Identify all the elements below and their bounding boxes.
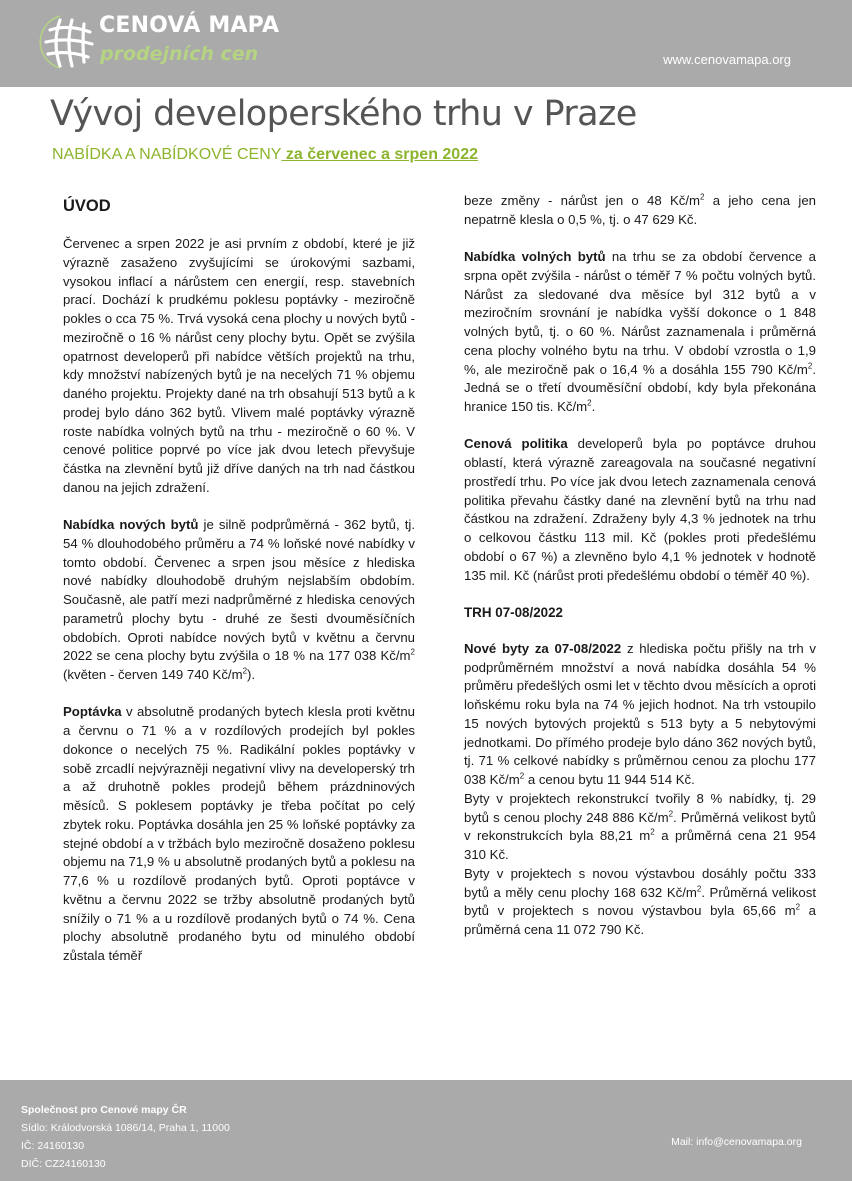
left-column bbox=[63, 195, 415, 966]
page-header bbox=[0, 0, 852, 87]
paragraph-text: beze změny - nárůst jen o 48 Kč/m bbox=[464, 193, 700, 208]
company-dic: DIČ: CZ24160130 bbox=[21, 1158, 106, 1170]
paragraph-text: a cenou bytu 11 944 514 Kč. bbox=[524, 772, 695, 787]
superscript: 2 bbox=[696, 884, 702, 894]
superscript: 2 bbox=[650, 827, 655, 837]
price-policy-paragraph bbox=[464, 435, 816, 585]
paragraph-text: na trhu se za období července a srpna opět zvýšila - nárůst o téměř 7 % počtu volných bytů. Nárůst za sledované dva měsíce byl 312 bytů a v meziročním srovnání je nabídka vyšší dokonce o 1 848 volných bytů, tj. o 60 %. Nárůst zaznamenala i průměrná cena plochy volného bytu na trhu. V období vzrostla o 1,9 %, ale meziročně pak o 16,4 % a dosáhla 155 790 Kč/m bbox=[464, 249, 816, 377]
intro-paragraph: Červenec a srpen 2022 je asi prvním z období, které je již výrazně zasaženo zvyšujícími se úrokovými sazbami, vysokou inflací a nárůstem cen energií, resp. stavebních prací. Dochází k prudkému poklesu poptávky - meziročně pokles o cca 75 %. Trvá vysoká cena plochy u nových bytů - meziročně o 16 % nárůst ceny plochy bytu. Opět se zvýšila opatrnost developerů při nabídce větších projektů na trhu, kdy množství nabízených bytů je na necelých 71 % objemu daného projektu. Projekty dané na trh obsahují 513 bytů a k prodej bylo dáno 362 bytů. Vlivem malé poptávky výrazně roste nabídka volných bytů na trhu - meziročně o 60 %. V cenové politice poprvé po více jak dvou letech převyšuje částka na zlevnění bytů již dříve daných na trh nad částkou danou na jejich zdražení. bbox=[63, 236, 415, 495]
paragraph-text: . Jedná se o třetí dvouměsíční období, kdy byla překonána hranice 150 tis. Kč/m bbox=[464, 361, 816, 414]
new-flats-paragraph bbox=[464, 640, 816, 790]
page-subtitle bbox=[52, 146, 478, 164]
paragraph-text: . bbox=[591, 399, 596, 414]
superscript: 2 bbox=[668, 809, 674, 819]
new-build-paragraph bbox=[464, 865, 816, 940]
new-offer-paragraph bbox=[63, 516, 415, 685]
company-address: Sídlo: Králodvorská 1086/14, Praha 1, 11000 bbox=[21, 1122, 230, 1134]
paragraph-text: ). bbox=[247, 667, 256, 682]
free-offer-paragraph bbox=[464, 248, 816, 417]
page-footer bbox=[0, 1080, 852, 1181]
superscript: 2 bbox=[410, 647, 415, 657]
paragraph-text: je silně podprůměrná - 362 bytů, tj. 54 % dlouhodobého průměru a 74 % loňské nové nabídky v tomto období. Červenec a srpen jsou měsíce z hlediska nové nabídky dlouhodobě druhým nejslabším obdobím. Současně, ale patří mezi nadprůměrné z hlediska cenových parametrů plochy bytu - druhé ze šesti dvouměsíčních obdobích. Oproti nabídce nových bytů v květnu a červnu 2022 se cena plochy bytu zvýšila o 18 % na 177 038 Kč/m bbox=[63, 517, 416, 664]
paragraph-text: z hlediska počtu přišly na trh v podprůměrném množství a nová nabídka dosáhla 54 % průměru předešlých osmi let v těchto dvou měsících a oproti loňskému roku byla na 74 % jejich hodnot. Na trh vstoupilo 15 nových bytových projektů s 513 byty a 5 nebytovými jednotkami. Do přímého prodeje bylo dáno 362 nových bytů, tj. 71 % celkové nabídky s průměrnou cenou za plochu 177 038 Kč/m bbox=[464, 640, 816, 787]
contact-mail[interactable]: Mail: info@cenovamapa.org bbox=[671, 1136, 802, 1148]
paragraph-text: . Průměrná velikost bytů v rekonstrukcích byla 88,21 m bbox=[464, 809, 816, 844]
demand-continued-paragraph bbox=[464, 192, 816, 230]
website-link[interactable]: www.cenovamapa.org bbox=[663, 52, 791, 67]
reconstruction-paragraph bbox=[464, 790, 816, 865]
logo-subtitle: prodejních cen bbox=[100, 43, 259, 65]
superscript: 2 bbox=[795, 902, 801, 912]
superscript: 2 bbox=[807, 361, 813, 371]
superscript: 2 bbox=[587, 398, 592, 408]
company-info bbox=[21, 1101, 230, 1173]
demand-paragraph bbox=[63, 703, 415, 966]
price-policy-lead: Cenová politika bbox=[464, 436, 568, 452]
page-title: Vývoj developerského trhu v Praze bbox=[50, 94, 637, 134]
superscript: 2 bbox=[700, 192, 705, 202]
paragraph-text: . Průměrná velikost bytů v projektech s novou výstavbou byla 65,66 m bbox=[464, 884, 816, 919]
subtitle-period: za červenec a srpen 2022 bbox=[281, 146, 478, 163]
superscript: 2 bbox=[242, 666, 248, 676]
company-name: Společnost pro Cenové mapy ČR bbox=[21, 1104, 187, 1116]
paragraph-text: Byty v projektech s novou výstavbou dosáhly počtu 333 bytů a měly cenu plochy 168 632 Kč/m bbox=[464, 865, 816, 900]
section-heading-intro: ÚVOD bbox=[63, 197, 111, 215]
company-ic: IČ: 24160130 bbox=[21, 1140, 85, 1152]
globe-icon bbox=[38, 12, 94, 72]
paragraph-text: v absolutně prodaných bytech klesla proti květnu a červnu o 71 % a v rozdílových prodejích byl pokles dokonce o necelých 75 %. Radikální pokles poptávky v sobě zrcadlí nejvýrazněji negativní vlivy na developerský trh a až druhotně pokles prodejů během prázdninových měsíců. S poklesem poptávky je třeba počítat po celý zbytek roku. Poptávka dosáhla jen 25 % loňské poptávky za stejné období a v tržbách bylo meziročně dosaženo poklesu objemu na 71,9 % u absolutně prodaných bytů a poklesu na 77,6 % u rozdílově prodaných bytů. Oproti poptávce v květnu a červnu 2022 se tržby absolutně prodaných bytů snížily o 71 % a u rozdílově prodaných bytů o 74 %. Cena plochy absolutně prodaného bytu od minulého období zůstala téměř bbox=[63, 704, 415, 963]
subtitle-prefix: NABÍDKA A NABÍDKOVÉ CENY bbox=[52, 146, 282, 163]
free-offer-lead: Nabídka volných bytů bbox=[464, 249, 606, 264]
paragraph-text: a průměrná cena 21 954 310 Kč. bbox=[464, 828, 816, 862]
right-column bbox=[464, 192, 816, 940]
section-heading-market: TRH 07-08/2022 bbox=[464, 604, 563, 620]
paragraph-text: a průměrná cena 11 072 790 Kč. bbox=[464, 903, 816, 937]
superscript: 2 bbox=[519, 771, 525, 781]
demand-lead: Poptávka bbox=[63, 704, 122, 720]
new-flats-lead: Nové byty za 07-08/2022 bbox=[464, 640, 622, 656]
paragraph-text: developerů byla po poptávce druhou oblastí, která výrazně zareagovala na současné negativní prostředí trhu. Po více jak dvou letech zaznamenala cenová politika převahu částky dané na zlevnění bytů na trhu nad částkou na zdražení. Zdraženy byly 4,3 % jednotek na trhu o celkovou částku 113 mil. Kč (pokles proti předešlému období o 67 %) a zlevněno bylo 4,1 % jednotek v hodnotě 135 mil. Kč (nárůst proti předešlému období o téměř 40 %). bbox=[464, 436, 816, 583]
logo-title: CENOVÁ MAPA bbox=[99, 13, 280, 38]
new-offer-lead: Nabídka nových bytů bbox=[63, 517, 199, 532]
paragraph-text: Byty v projektech rekonstrukcí tvořily 8 % nabídky, tj. 29 bytů s cenou plochy 248 886 Kč/m bbox=[464, 790, 816, 825]
paragraph-text: a jeho cena jen nepatrně klesla o 0,5 %, tj. o 47 629 Kč. bbox=[464, 193, 816, 227]
paragraph-text: (květen - červen 149 740 Kč/m bbox=[63, 667, 243, 682]
